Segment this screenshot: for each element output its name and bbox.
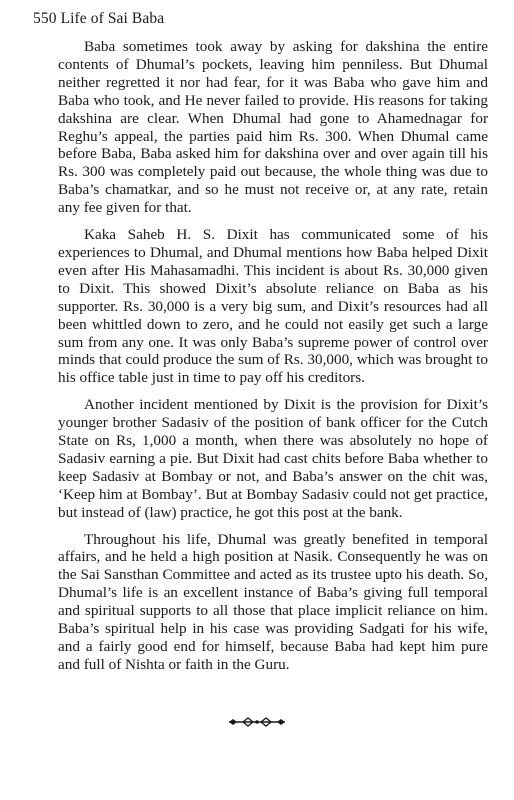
page-number: 550 bbox=[33, 10, 57, 27]
page-body bbox=[58, 38, 488, 683]
page-header bbox=[33, 10, 164, 28]
paragraph: Kaka Saheb H. S. Dixit has communicated some of his experiences to Dhumal, and Dhumal mentions how Baba helped Dixit even after His Mahasamadhi. This incident is about Rs. 30,000 given to Dixit. This showed Dixit’s absolute reliance on Baba as his supporter. Rs. 30,000 is a very big sum, and Dixit’s resources had all been whittled down to zero, and he could not easily get such a large sum from any one. It was only Baba’s supreme power of control over minds that could produce the sum of Rs. 30,000, which was brought to his office table just in time to pay off his creditors. bbox=[58, 226, 488, 387]
paragraph: Throughout his life, Dhumal was greatly benefited in temporal affairs, and he held a high position at Nasik. Consequently he was on the Sai Sansthan Committee and acted as its trustee upto his death. So, Dhumal’s life is an excellent instance of Baba’s giving full temporal and spiritual supports to all those that place implicit reliance on him. Baba’s spiritual help in his case was providing Sadgati for his wife, and a fairly good end for himself, because Baba had kept him pure and full of Nishta or faith in the Guru. bbox=[58, 530, 488, 673]
running-title: Life of Sai Baba bbox=[60, 10, 165, 27]
paragraph: Another incident mentioned by Dixit is the provision for Dixit’s younger brother Sadasiv of the position of bank officer for the Cutch State on Rs, 1,000 a month, when there was absolutely no hope of Sadasiv earning a pie. But Dixit had cast chits before Baba whether to keep Sadasiv at Bombay or not, and Baba’s answer on the chit was, ‘Keep him at Bombay’. But at Bombay Sadasiv could not get practice, but instead of (law) practice, he got this post at the bank. bbox=[58, 396, 488, 521]
diamond-chain-ornament-icon bbox=[0, 716, 514, 732]
paragraph: Baba sometimes took away by asking for dakshina the entire contents of Dhumal’s pockets, leaving him penniless. But Dhumal neither regretted it nor had fear, for it was Baba who gave him and Baba who took, and He never failed to provide. His reasons for taking dakshina are clear. When Dhumal had gone to Ahamednagar for Reghu’s appeal, the parties paid him Rs. 300. When Dhumal came before Baba, Baba asked him for dakshina over and over again till his Rs. 300 was completely paid out because, the whole thing was due to Baba’s chamatkar, and so he must not receive or, at any rate, retain any fee given for that. bbox=[58, 38, 488, 217]
